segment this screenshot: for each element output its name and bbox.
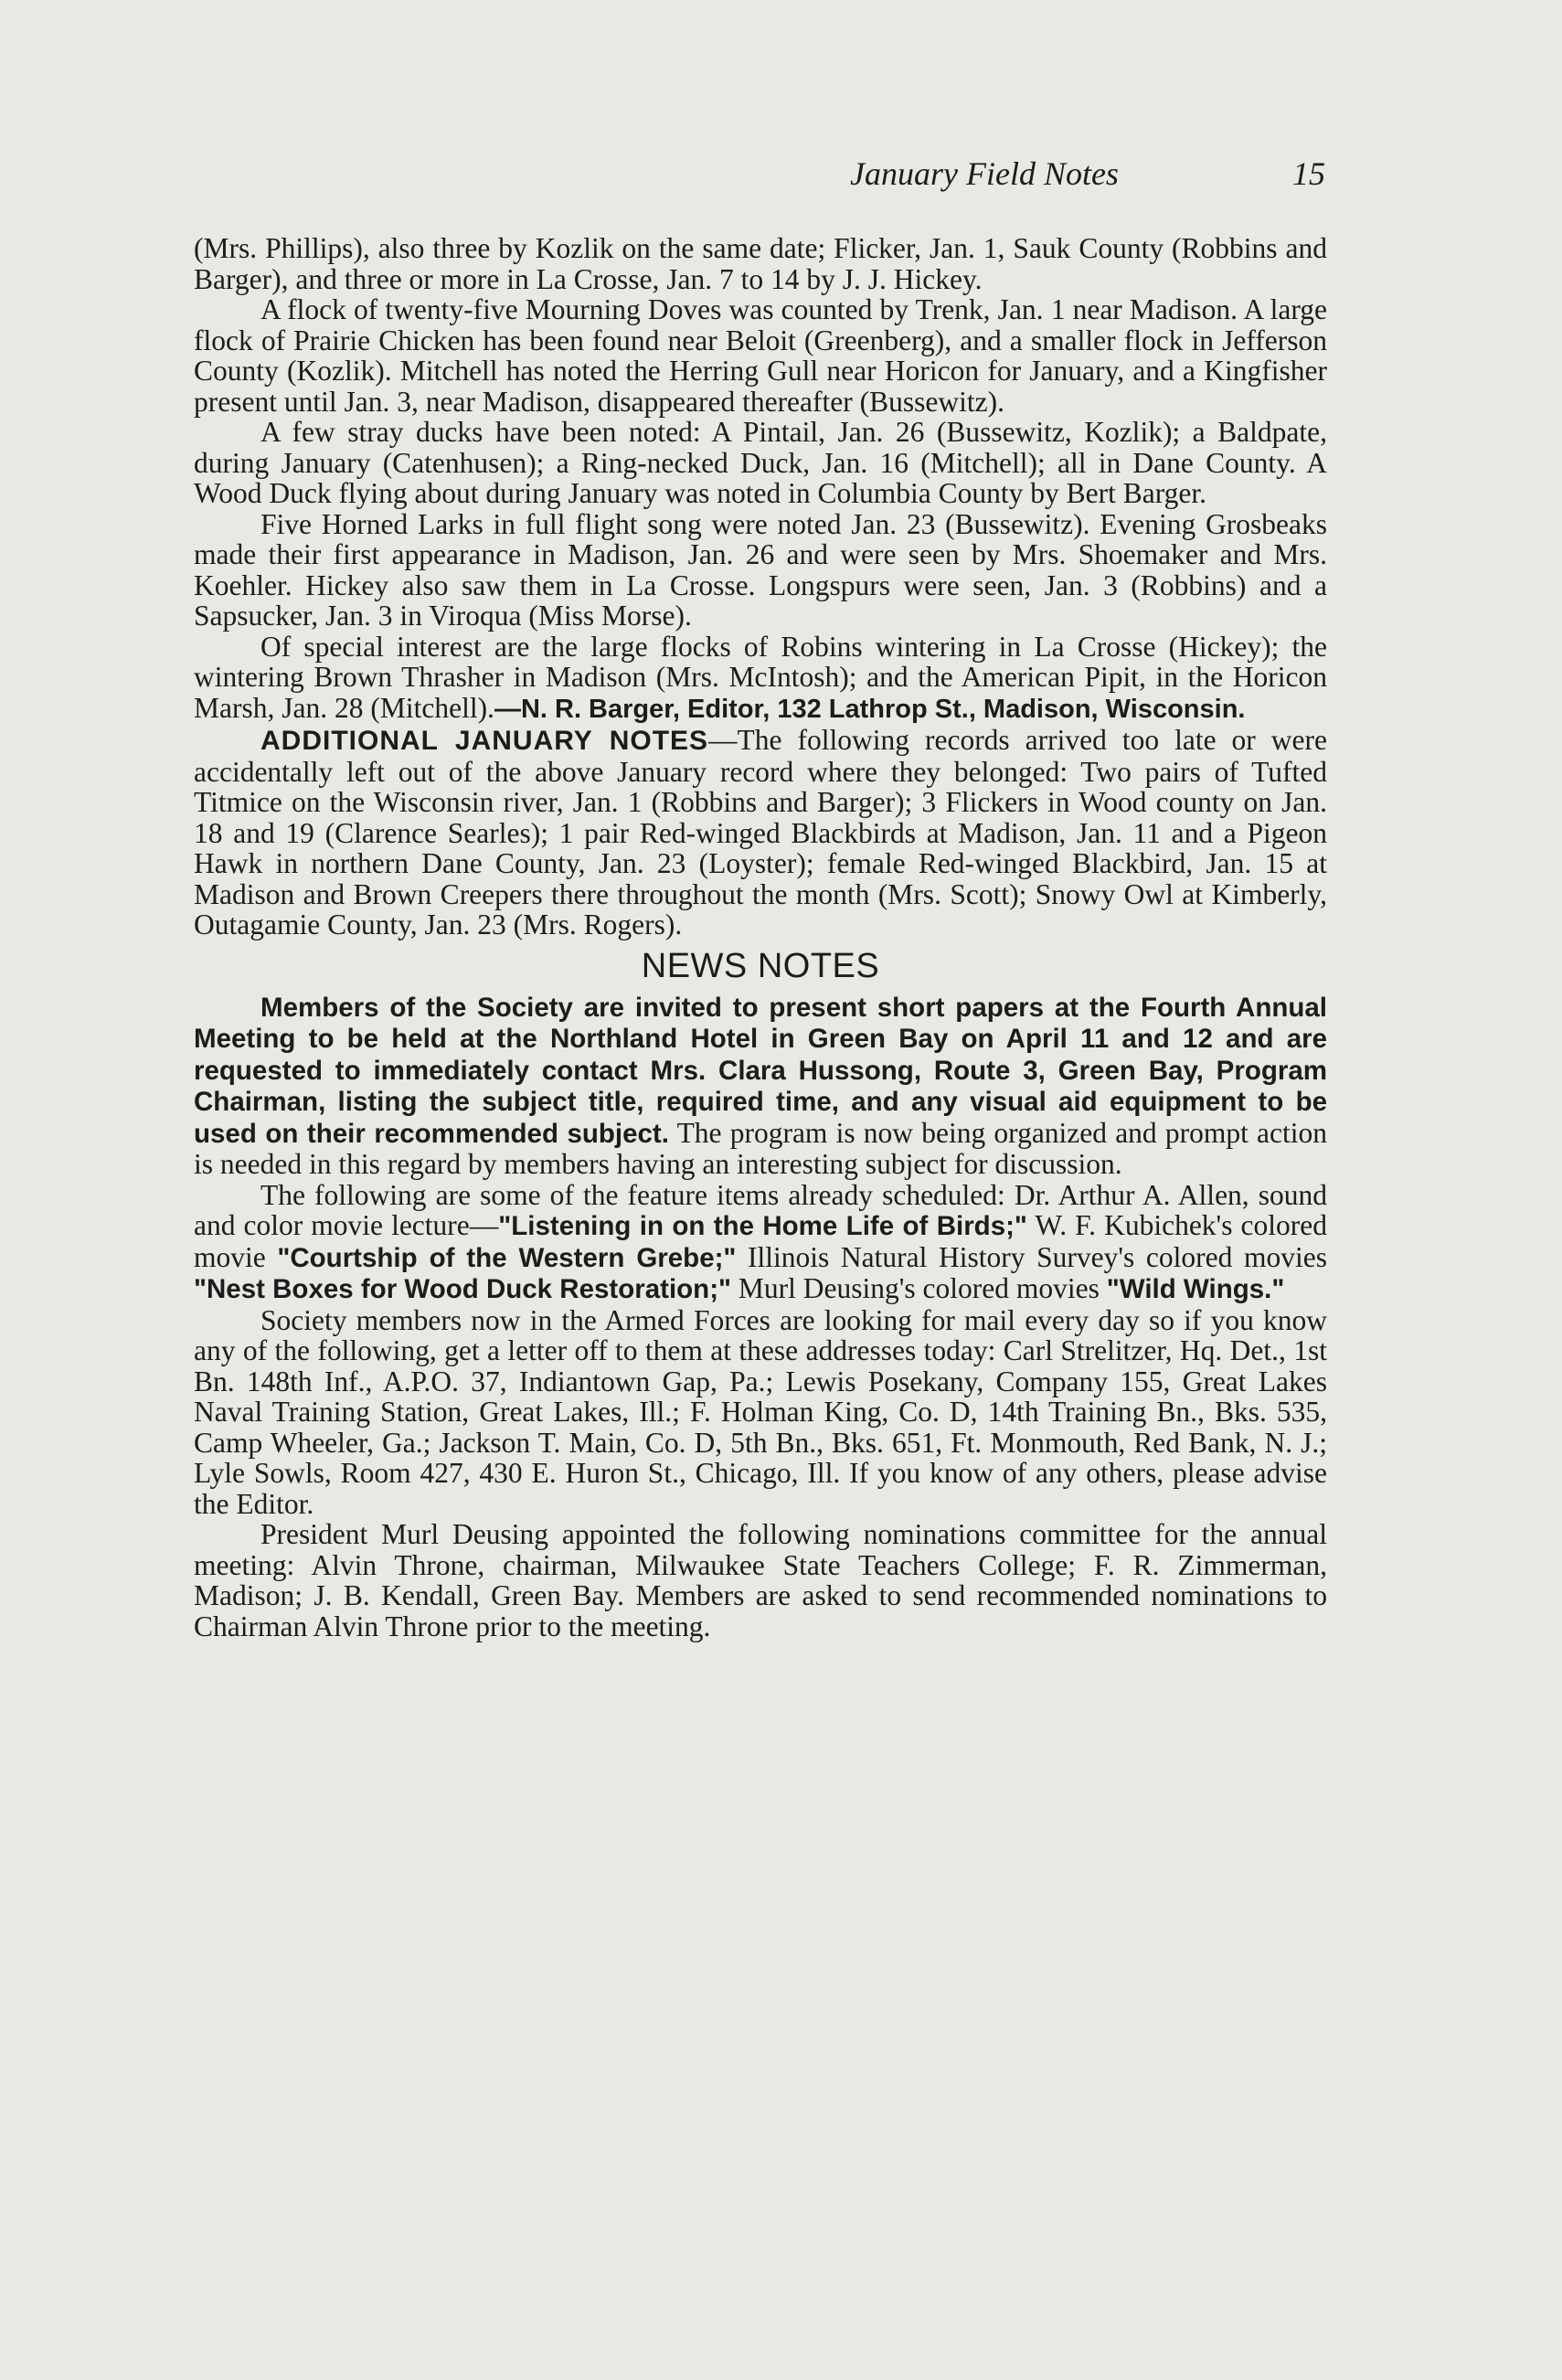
paragraph-8-e: Illinois Natural History Survey's colored movies xyxy=(736,1240,1327,1273)
paragraph-9: Society members now in the Armed Forces are looking for mail every day so if you know any of the following, get a letter off to them at these addresses today: Carl Strelitzer, Hq. Det., 1st Bn. 148th Inf., A.P.O. 37, Indiantown Gap, Pa.; Lewis Posekany, Company 155, Great Lakes Naval Training Station, Great Lakes, Ill.; F. Holman King, Co. D, 14th Training Bn., Bks. 535, Camp Wheeler, Ga.; Jackson T. Main, Co. D, 5th Bn., Bks. 651, Ft. Monmouth, Red Bank, N. J.; Lyle Sowls, Room 427, 430 E. Huron St., Chicago, Ill. If you know of any others, please advise the Editor. xyxy=(194,1303,1327,1520)
additional-notes-heading: ADDITIONAL JANUARY NOTES xyxy=(260,726,709,756)
paragraph-7 xyxy=(194,992,1327,1180)
paragraph-8-a: The following are some of the feature items already scheduled: Dr. Arthur A. Allen, sound and color movie lecture— xyxy=(194,1178,1327,1241)
paragraph-6 xyxy=(194,725,1327,940)
running-header xyxy=(850,151,1325,197)
paragraph-4: Five Horned Larks in full flight song were noted Jan. 23 (Bussewitz). Evening Grosbeaks made their first appearance in Madison, Jan. 26 and were seen by Mrs. Shoemaker and Mrs. Koehler. Hickey also saw them in La Crosse. Longspurs were seen, Jan. 3 (Robbins) and a Sapsucker, Jan. 3 in Viroqua (Miss Morse). xyxy=(194,507,1327,632)
paragraph-2: A flock of twenty-five Mourning Doves was counted by Trenk, Jan. 1 near Madison. A large flock of Prairie Chicken has been found near Beloit (Greenberg), and a smaller flock in Jefferson County (Kozlik). Mitchell has noted the Herring Gull near Horicon for January, and a Kingfisher present until Jan. 3, near Madison, disappeared thereafter (Bussewitz). xyxy=(194,293,1327,418)
paragraph-8 xyxy=(194,1180,1327,1305)
running-title: January Field Notes xyxy=(850,155,1119,192)
paragraph-3: A few stray ducks have been noted: A Pintail, Jan. 26 (Bussewitz, Kozlik); a Baldpate, during January (Catenhusen); a Ring-necked Duck, Jan. 16 (Mitchell); all in Dane County. A Wood Duck flying about during January was noted in Columbia County by Bert Barger. xyxy=(194,416,1327,509)
paragraph-1: (Mrs. Phillips), also three by Kozlik on the same date; Flicker, Jan. 1, Sauk County (Robbins and Barger), and three or more in La Crosse, Jan. 7 to 14 by J. J. Hickey. xyxy=(194,232,1327,295)
paragraph-5 xyxy=(194,632,1327,726)
paragraph-7-text: The program is now being organized and prompt action is needed in this regard by members having an interesting subject for discussion. xyxy=(194,1116,1327,1180)
title-wild-wings: "Wild Wings." xyxy=(1106,1274,1285,1304)
article-body xyxy=(194,233,1327,1642)
paragraph-10: President Murl Deusing appointed the following nominations committee for the annual meeting: Alvin Throne, chairman, Milwaukee State Teachers College; F. R. Zimmerman, Madison; J. B. Kendall, Green Bay. Members are asked to send recommended nominations to Chairman Alvin Throne prior to the meeting. xyxy=(194,1518,1327,1642)
paragraph-5-text: Of special interest are the large flocks of Robins wintering in La Crosse (Hickey); the wintering Brown Thrasher in Madison (Mrs. McIntosh); and the American Pipit, in the Horicon Marsh, Jan. 28 (Mitchell). xyxy=(194,630,1327,724)
title-courtship: "Courtship of the Western Grebe;" xyxy=(277,1242,737,1273)
paragraph-8-c: W. F. Kubichek's colored movie xyxy=(194,1209,1327,1273)
meeting-announcement: Members of the Society are invited to present short papers at the Fourth Annual Meeting to be held at the Northland Hotel in Green Bay on April 11 and 12 and are requested to immediately contact Mrs. Clara Hussong, Route 3, Green Bay, Program Chairman, listing the subject title, required time, and any visual aid equipment to be used on their recommended subject. xyxy=(194,992,1327,1149)
news-notes-heading: NEWS NOTES xyxy=(641,946,880,985)
editor-signature: —N. R. Barger, Editor, 132 Lathrop St., Madison, Wisconsin. xyxy=(494,694,1246,724)
page-number: 15 xyxy=(1292,155,1325,192)
title-nest-boxes: "Nest Boxes for Wood Duck Restoration;" xyxy=(194,1274,731,1304)
paragraph-8-g: Murl Deusing's colored movies xyxy=(731,1272,1107,1304)
title-listening: "Listening in on the Home Life of Birds;" xyxy=(498,1211,1027,1241)
paragraph-6-text: —The following records arrived too late or were accidentally left out of the above January record where they belonged: Two pairs of Tufted Titmice on the Wisconsin river, Jan. 1 (Robbins and Barger); 3 Flickers in Wood county on Jan. 18 and 19 (Clarence Searles); 1 pair Red-winged Blackbirds at Madison, Jan. 11 and a Pigeon Hawk in northern Dane County, Jan. 23 (Loyster); female Red-winged Blackbird, Jan. 15 at Madison and Brown Creepers there throughout the month (Mrs. Scott); Snowy Owl at Kimberly, Outagamie County, Jan. 23 (Mrs. Rogers). xyxy=(194,724,1327,940)
